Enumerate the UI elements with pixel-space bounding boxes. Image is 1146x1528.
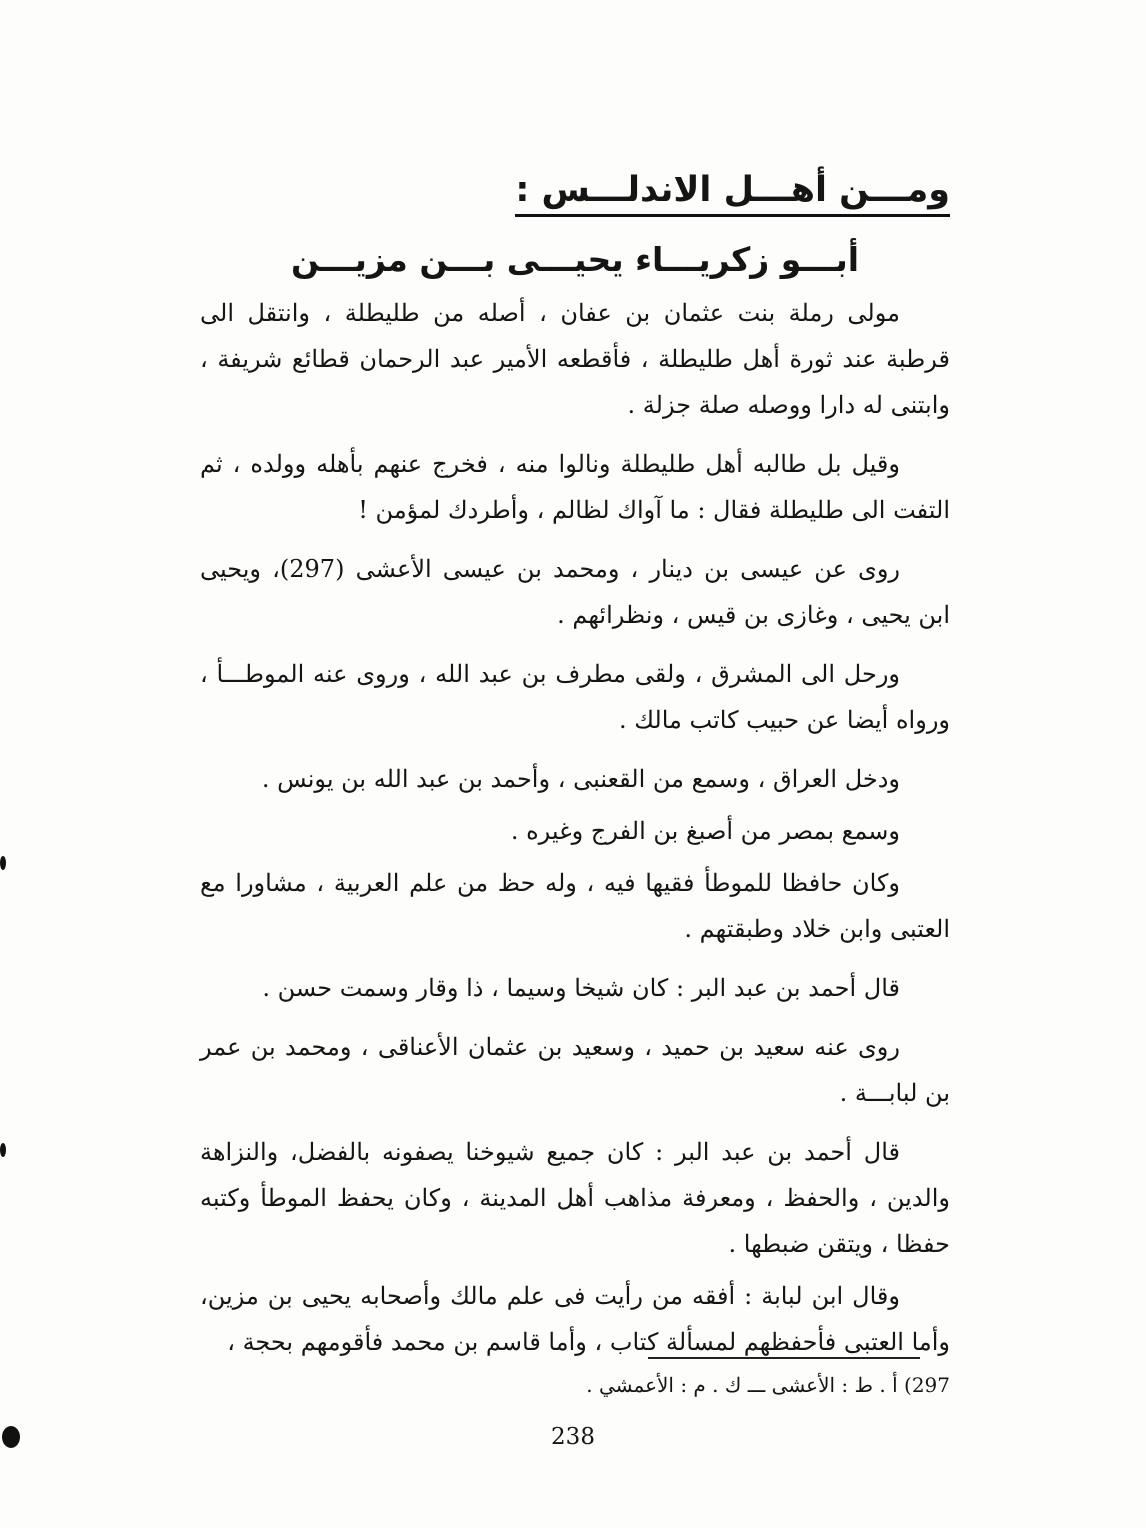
section-heading: ومـــن أهـــل الاندلـــس : [515,168,950,217]
biography-title: أبـــو زكريـــاء يحيـــى بـــن مزيـــن [290,240,860,279]
footnote: 297) أ . ط : الأعشى ـــ ك . م : الأعمشي . [586,1373,950,1397]
scan-speck [0,856,6,870]
paragraph: مولى رملة بنت عثمان بن عفان ، أصله من طليطلة ، وانتقل الى قرطبة عند ثورة أهل طليطلة ، فأقطعه الأمير عبد الرحمان قطائع شريفة ، وابتنى له دارا ووصله صلة جزلة . [200,299,950,419]
paragraph: وقيل بل طالبه أهل طليطلة ونالوا منه ، فخرج عنهم بأهله وولده ، ثم التفت الى طليطلة فقال : ما آواك لظالم ، وأطردك لمؤمن ! [200,450,950,524]
paragraph: وسمع بمصر من أصبغ بن الفرج وغيره . [510,817,900,845]
paragraph: ودخل العراق ، وسمع من القعنبى ، وأحمد بن عبد الله بن يونس . [261,765,900,793]
paragraph: روى عن عيسى بن دينار ، ومحمد بن عيسى الأعشى (297)، ويحيى ابن يحيى ، وغازى بن قيس ، ونظرائهم . [200,555,950,629]
paragraph: قال أحمد بن عبد البر : كان جميع شيوخنا يصفونه بالفضل، والنزاهة والدين ، والحفظ ، ومعرفة مذاهب أهل المدينة ، وكان يحفظ الموطأ وكتبه حفظا ، ويتقن ضبطها . [200,1138,950,1258]
paragraph: وقال ابن لبابة : أفقه من رأيت فى علم مالك وأصحابه يحيى بن مزين، وأما العتبى فأحفظهم لمسألة كتاب ، وأما قاسم بن محمد فأقومهم بحجة ، [200,1282,950,1356]
paragraph: وكان حافظا للموطأ فقيها فيه ، وله حظ من علم العربية ، مشاورا مع العتبى وابن خلاد وطبقتهم . [200,869,950,943]
page-number: 238 [551,1424,595,1450]
punch-hole-mark [2,1426,20,1448]
footnote-divider [648,1357,920,1359]
paragraph: روى عنه سعيد بن حميد ، وسعيد بن عثمان الأعناقى ، ومحمد بن عمر بن لبابـــة . [200,1033,950,1107]
paragraph: ورحل الى المشرق ، ولقى مطرف بن عبد الله ، وروى عنه الموطـــأ ، ورواه أيضا عن حبيب كاتب مالك . [200,660,950,734]
paragraph: قال أحمد بن عبد البر : كان شيخا وسيما ، ذا وقار وسمت حسن . [262,974,900,1002]
scan-speck [0,1143,6,1157]
body-text [200,290,950,1371]
